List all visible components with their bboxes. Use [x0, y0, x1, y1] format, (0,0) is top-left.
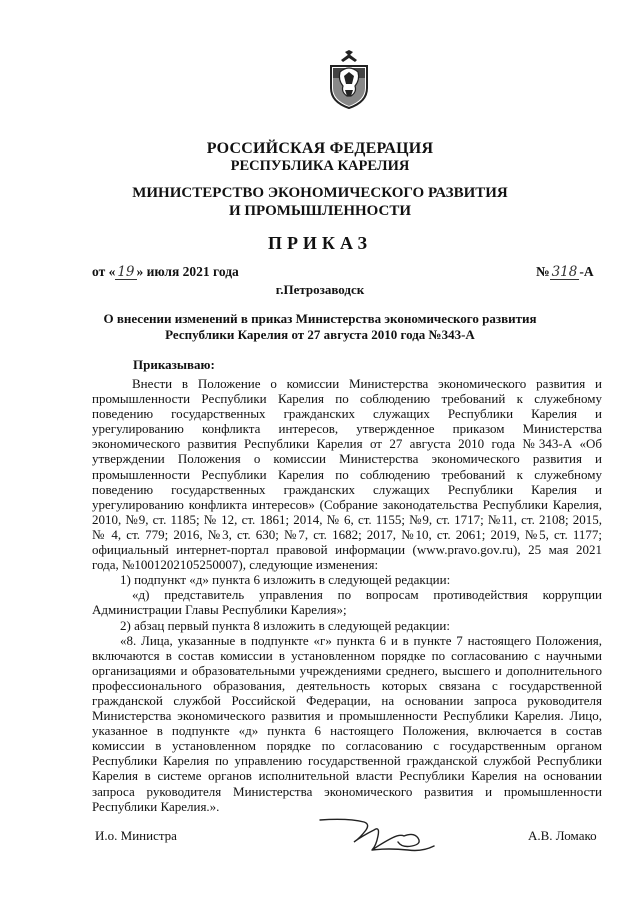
body-line: организациями и образовательными учреждениями среднего, высшего и дополнительного — [92, 662, 602, 678]
body-line: Республики Карелия.». — [92, 798, 220, 814]
body-line: поведению государственных гражданских служащих Республики Карелия и — [92, 481, 602, 497]
ministry-heading-line2: И ПРОМЫШЛЕННОСТИ — [228, 203, 412, 219]
body-line: 2) абзац первый пункта 8 изложить в следующей редакции: — [120, 617, 450, 633]
body-line: экономического развития Республики Карелия от 27 августа 2010 года №343-А «Об — [92, 436, 602, 452]
signatory-position: И.о. Министра — [95, 828, 177, 843]
body-line: указанное в подпункте «д» пункта 6 настоящего Положения, включается в состав — [92, 723, 602, 739]
subject-line-1: О внесении изменений в приказ Министерства экономического развития — [103, 311, 537, 326]
body-line: запроса руководителя Министерства экономического развития и промышленности — [92, 783, 602, 799]
date-suffix: » июля 2021 года — [136, 264, 239, 279]
body-line: утверждении Положения о комиссии Министерства экономического развития и — [92, 451, 602, 467]
body-line: промышленности Республики Карелия по соблюдению требований к служебному — [92, 466, 602, 482]
body-line: комиссии в установленном порядке по согласованию с государственным органом — [92, 738, 602, 754]
ministry-heading-line1: МИНИСТЕРСТВО ЭКОНОМИЧЕСКОГО РАЗВИТИЯ — [132, 185, 508, 201]
body-line: поведению государственных гражданских служащих Республики Карелия и — [92, 406, 602, 422]
order-word: Приказываю: — [133, 357, 215, 372]
body-line: года, №1001202105250007), следующие изменения: — [92, 557, 379, 573]
body-line: официальный интернет-портал правовой информации (www.pravo.gov.ru), 25 мая 2021 — [92, 542, 602, 558]
body-line: профессионального образования, деятельность которых связана с государственной — [92, 677, 602, 693]
body-line: 1) подпункт «д» пункта 6 изложить в следующей редакции: — [120, 572, 451, 588]
body-line: 2010, №9, ст. 1185; № 12, ст. 1861; 2014, № 6, ст. 1155; №9, ст. 1717; №11, ст. 2108; 2015, — [92, 511, 602, 527]
number-suffix: -А — [579, 264, 594, 279]
body-line: промышленности Республики Карелия по соблюдению требований к служебному — [92, 391, 602, 407]
body-line: урегулированию конфликта интересов» (Собрание законодательства Республики Карелия, — [92, 496, 602, 512]
order-number — [536, 264, 594, 280]
date-prefix: от « — [92, 264, 116, 279]
body-line: «д) представитель управления по вопросам противодействия коррупции — [132, 587, 602, 603]
body-line: Министерства экономического развития и промышленности Республики Карелия. Лицо, — [92, 708, 602, 724]
body-line: «8. Лица, указанные в подпункте «г» пункта 6 и в пункте 7 настоящего Положения, — [120, 632, 602, 648]
body-line: № 4, ст. 779; 2016, №3, ст. 630; №7, ст. 1682; 2017, №10, ст. 2061; 2019, №5, ст. 1177; — [92, 526, 602, 542]
body-line: Администрации Главы Республики Карелия»; — [92, 602, 347, 618]
body-line: Внести в Положение о комиссии Министерства экономического развития и — [132, 376, 602, 391]
handwritten-signature — [318, 812, 438, 858]
country-heading: РОССИЙСКАЯ ФЕДЕРАЦИЯ — [206, 140, 434, 157]
body-line: Карелия в системе органов исполнительной власти Республики Карелия на основании — [92, 768, 602, 784]
order-body-text — [92, 376, 602, 814]
subject-line-2: Республики Карелия от 27 августа 2010 года №343-А — [165, 327, 475, 342]
body-line: Республики Карелия по управлению государственной гражданской службой Республики — [92, 753, 602, 769]
body-line: включаются в состав комиссии в установленном порядке по согласованию с научными — [92, 647, 602, 663]
body-line: урегулированию конфликта интересов, утвержденное приказом Министерства — [92, 421, 602, 437]
number-prefix: № — [536, 264, 550, 279]
republic-heading: РЕСПУБЛИКА КАРЕЛИЯ — [230, 158, 410, 174]
handwritten-number: 318 — [551, 264, 578, 280]
city-name: г.Петрозаводск — [275, 282, 365, 297]
document-type-title: ПРИКАЗ — [267, 233, 373, 253]
coat-of-arms-emblem — [327, 50, 371, 110]
order-date — [92, 264, 239, 280]
signatory-name: А.В. Ломако — [528, 828, 597, 843]
handwritten-day: 19 — [117, 264, 135, 280]
body-line: гражданской службой Российской Федерации, на основании запроса руководителя — [92, 692, 602, 708]
